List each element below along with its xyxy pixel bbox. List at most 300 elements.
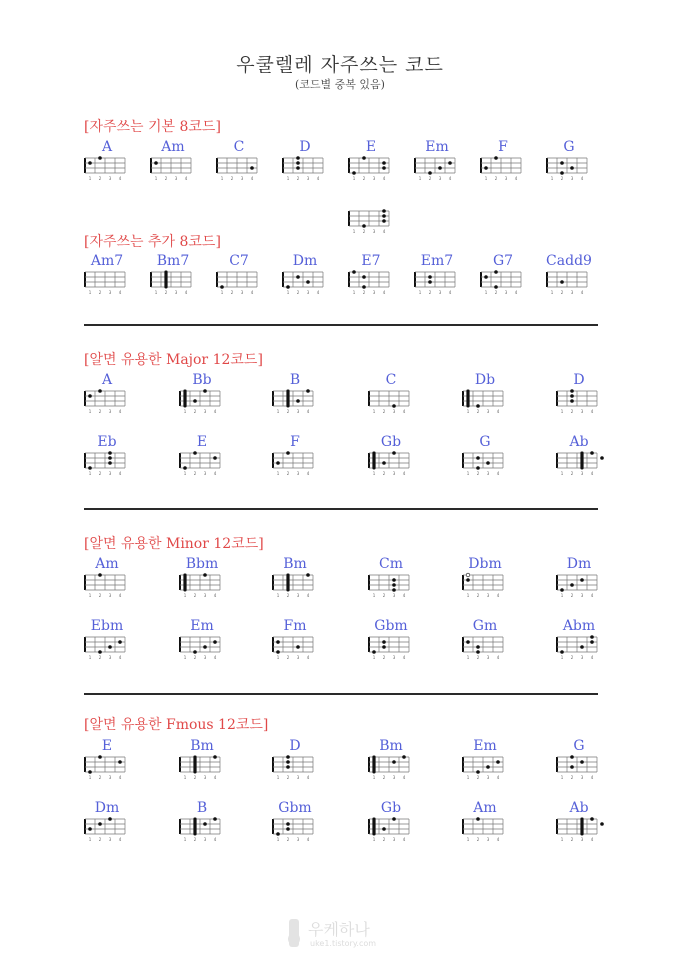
fretboard	[177, 754, 227, 780]
fret-number: 3	[438, 176, 442, 181]
fret-number: 3	[392, 775, 396, 780]
finger-dot	[296, 275, 300, 279]
finger-dot	[220, 285, 224, 289]
fret-number: 4	[306, 471, 310, 476]
finger-dot	[494, 285, 498, 289]
fret-number: 2	[382, 775, 386, 780]
fret-number: 3	[570, 176, 574, 181]
fret-number: 2	[98, 775, 102, 780]
finger-dot	[466, 578, 470, 582]
chord-name: Ab	[569, 434, 589, 450]
fretboard	[554, 816, 604, 842]
finger-dot	[382, 219, 386, 223]
fret-number: 3	[438, 290, 442, 295]
fretboard	[346, 155, 396, 181]
chord-name: Am	[473, 800, 497, 816]
finger-dot	[98, 755, 102, 759]
fret-number: 2	[193, 593, 197, 598]
fretboard	[460, 450, 510, 476]
chord-name: A	[101, 372, 113, 388]
fretboard	[412, 155, 462, 181]
chord-name: Cadd9	[546, 253, 592, 269]
fret-number: 2	[476, 471, 480, 476]
finger-dot	[286, 760, 290, 764]
finger-dot	[382, 640, 386, 644]
chord-name: B	[289, 372, 301, 388]
barre-mark	[580, 818, 583, 836]
fret-number: 4	[496, 775, 500, 780]
fret-number: 1	[183, 837, 187, 842]
fret-number: 2	[164, 176, 168, 181]
chord-name: G	[573, 738, 585, 754]
finger-dot	[590, 635, 594, 639]
fret-number: 3	[392, 837, 396, 842]
finger-dot	[486, 765, 490, 769]
finger-dot	[580, 760, 584, 764]
finger-dot	[560, 161, 564, 165]
fret-number: 4	[448, 176, 452, 181]
fret-number: 1	[183, 471, 187, 476]
fret-number: 1	[466, 655, 470, 660]
finger-dot	[296, 156, 300, 160]
chord-name: Dm	[292, 253, 318, 269]
chord-diagram	[366, 738, 416, 780]
chord-diagram	[366, 618, 416, 660]
chord-diagram	[544, 253, 594, 295]
fret-number: 4	[590, 593, 594, 598]
finger-dot	[476, 404, 480, 408]
fret-number: 1	[88, 290, 92, 295]
fret-number: 1	[352, 229, 356, 234]
fret-number: 3	[108, 290, 112, 295]
fret-number: 2	[230, 290, 234, 295]
fret-number: 4	[496, 837, 500, 842]
finger-dot	[580, 578, 584, 582]
fretboard	[270, 634, 320, 660]
finger-dot	[570, 399, 574, 403]
fret-number: 1	[372, 409, 376, 414]
fret-number: 1	[286, 290, 290, 295]
fret-number: 3	[306, 290, 310, 295]
fret-number: 2	[428, 290, 432, 295]
fretboard	[544, 155, 594, 181]
fret-number: 4	[382, 229, 386, 234]
fret-number: 1	[466, 593, 470, 598]
chord-diagram	[82, 556, 132, 598]
fret-number: 4	[250, 290, 254, 295]
chord-diagram	[460, 372, 510, 414]
finger-dot	[496, 760, 500, 764]
chord-name: Dm	[94, 800, 120, 816]
fret-number: 4	[316, 176, 320, 181]
fret-number: 4	[590, 471, 594, 476]
fret-number: 3	[174, 176, 178, 181]
fret-number: 3	[108, 471, 112, 476]
finger-dot	[306, 573, 310, 577]
finger-dot	[183, 466, 187, 470]
fret-number: 3	[580, 593, 584, 598]
fretboard	[366, 450, 416, 476]
barre-mark	[286, 390, 289, 408]
fret-number: 2	[362, 176, 366, 181]
finger-dot	[362, 285, 366, 289]
fret-number: 1	[286, 176, 290, 181]
fret-number: 4	[118, 837, 122, 842]
fretboard	[214, 155, 264, 181]
barre-mark	[183, 574, 186, 592]
finger-dot	[296, 645, 300, 649]
finger-dot	[392, 404, 396, 408]
fret-number: 2	[286, 655, 290, 660]
finger-dot	[402, 755, 406, 759]
chord-name: F	[498, 139, 508, 155]
fretboard	[412, 269, 462, 295]
fret-number: 2	[98, 290, 102, 295]
fret-number: 2	[382, 593, 386, 598]
finger-dot	[213, 456, 217, 460]
chord-name: B	[196, 800, 208, 816]
fret-number: 2	[362, 290, 366, 295]
chord-name: Am	[95, 556, 119, 572]
fret-number: 2	[98, 176, 102, 181]
chord-diagram	[554, 556, 604, 598]
fret-number: 1	[183, 593, 187, 598]
barre-mark	[372, 452, 375, 470]
finger-dot	[276, 832, 280, 836]
finger-dot	[296, 399, 300, 403]
fret-number: 3	[108, 593, 112, 598]
fretboard	[280, 269, 330, 295]
fretboard	[82, 450, 132, 476]
chord-diagram	[412, 139, 462, 181]
barre-mark	[466, 390, 469, 408]
finger-dot	[600, 822, 604, 826]
finger-dot	[590, 451, 594, 455]
finger-dot	[590, 640, 594, 644]
barre-mark	[286, 574, 289, 592]
fret-number: 3	[392, 593, 396, 598]
fret-number: 2	[193, 409, 197, 414]
chord-diagram	[554, 800, 604, 842]
fret-number: 2	[193, 655, 197, 660]
finger-dot	[560, 171, 564, 175]
fret-number: 2	[570, 593, 574, 598]
finger-dot	[306, 389, 310, 393]
chord-name: Ebm	[90, 618, 124, 634]
fretboard	[270, 572, 320, 598]
footer-logo-text: 우케하나	[308, 920, 370, 939]
fret-number: 3	[240, 176, 244, 181]
fret-number: 1	[352, 290, 356, 295]
chord-diagram	[346, 139, 396, 181]
fret-number: 2	[428, 176, 432, 181]
fret-number: 1	[276, 837, 280, 842]
finger-dot	[392, 760, 396, 764]
fret-number: 2	[382, 409, 386, 414]
chord-name: Cm	[379, 556, 403, 572]
chord-name: Bb	[192, 372, 212, 388]
finger-dot	[392, 583, 396, 587]
fret-number: 2	[570, 471, 574, 476]
chord-diagram	[177, 372, 227, 414]
finger-dot	[382, 461, 386, 465]
fretboard	[460, 754, 510, 780]
fret-number: 2	[362, 229, 366, 234]
finger-dot	[286, 765, 290, 769]
fret-number: 4	[590, 775, 594, 780]
section-title-minor-12: [알면 유용한 Minor 12코드]	[84, 536, 264, 552]
page-title: 우쿨렐레 자주쓰는 코드	[236, 54, 444, 76]
fretboard	[366, 754, 416, 780]
fret-number: 2	[570, 775, 574, 780]
chord-diagram	[148, 139, 198, 181]
finger-dot	[276, 640, 280, 644]
fret-number: 3	[296, 655, 300, 660]
fretboard	[460, 634, 510, 660]
finger-dot	[590, 817, 594, 821]
fretboard	[82, 388, 132, 414]
fret-number: 1	[418, 290, 422, 295]
chord-name: Gb	[380, 434, 402, 450]
finger-dot	[392, 451, 396, 455]
finger-dot	[88, 161, 92, 165]
chord-name: Gb	[380, 800, 402, 816]
chord-name: D	[573, 372, 585, 388]
finger-dot	[193, 399, 197, 403]
chord-name: Bm	[379, 738, 403, 754]
chord-diagram	[412, 253, 462, 295]
finger-dot	[466, 640, 470, 644]
fret-number: 4	[118, 290, 122, 295]
finger-dot	[362, 224, 366, 228]
fret-number: 1	[372, 837, 376, 842]
chord-name: A	[101, 139, 113, 155]
fret-number: 3	[486, 593, 490, 598]
fret-number: 2	[476, 593, 480, 598]
finger-dot	[580, 645, 584, 649]
finger-dot	[193, 650, 197, 654]
fret-number: 4	[316, 290, 320, 295]
finger-dot	[296, 161, 300, 165]
footer-logo	[286, 915, 400, 951]
finger-dot	[108, 645, 112, 649]
fretboard	[82, 816, 132, 842]
divider	[84, 324, 598, 326]
fret-number: 3	[203, 471, 207, 476]
fret-number: 1	[560, 471, 564, 476]
fret-number: 2	[296, 290, 300, 295]
fret-number: 3	[580, 837, 584, 842]
fret-number: 2	[164, 290, 168, 295]
chord-diagram	[366, 434, 416, 476]
finger-dot	[213, 755, 217, 759]
chord-diagram	[82, 738, 132, 780]
divider	[84, 508, 598, 510]
fret-number: 2	[476, 655, 480, 660]
chord-diagram	[554, 738, 604, 780]
finger-dot	[382, 161, 386, 165]
fret-number: 3	[203, 593, 207, 598]
finger-dot	[494, 270, 498, 274]
finger-dot	[428, 275, 432, 279]
fret-number: 4	[118, 775, 122, 780]
finger-dot	[88, 394, 92, 398]
finger-dot	[98, 389, 102, 393]
chord-name: Am7	[90, 253, 124, 269]
fretboard	[460, 388, 510, 414]
chord-name: E	[101, 738, 113, 754]
fret-number: 3	[372, 176, 376, 181]
fret-number: 1	[560, 837, 564, 842]
fret-number: 4	[382, 290, 386, 295]
finger-dot	[570, 394, 574, 398]
fretboard	[460, 572, 510, 598]
fretboard	[82, 754, 132, 780]
fret-number: 1	[220, 290, 224, 295]
fret-number: 3	[203, 775, 207, 780]
finger-dot	[98, 822, 102, 826]
fret-number: 3	[486, 775, 490, 780]
chord-diagram	[177, 800, 227, 842]
chord-diagram	[460, 618, 510, 660]
fretboard	[554, 634, 604, 660]
chord-name: Fm	[283, 618, 307, 634]
fret-number: 3	[296, 409, 300, 414]
finger-dot	[484, 166, 488, 170]
fret-number: 2	[230, 176, 234, 181]
chord-name: Bm	[283, 556, 307, 572]
chord-name: Abm	[562, 618, 596, 634]
finger-dot	[88, 827, 92, 831]
section-title-fmous-12: [알면 유용한 Fmous 12코드]	[84, 717, 269, 733]
fret-number: 2	[570, 837, 574, 842]
finger-dot	[570, 755, 574, 759]
fretboard	[177, 450, 227, 476]
fret-number: 4	[448, 290, 452, 295]
chord-diagram	[366, 800, 416, 842]
fretboard	[366, 816, 416, 842]
fretboard	[82, 634, 132, 660]
finger-dot	[154, 161, 158, 165]
fret-number: 3	[306, 176, 310, 181]
barre-mark	[372, 818, 375, 836]
fret-number: 4	[514, 290, 518, 295]
fret-number: 3	[486, 837, 490, 842]
fret-number: 4	[590, 837, 594, 842]
finger-dot	[494, 156, 498, 160]
fret-number: 1	[550, 290, 554, 295]
chord-diagram	[177, 738, 227, 780]
fret-number: 1	[183, 775, 187, 780]
fret-number: 3	[240, 290, 244, 295]
section-title-basic-8: [자주쓰는 기본 8코드]	[84, 119, 221, 135]
fret-number: 1	[88, 409, 92, 414]
fret-number: 1	[466, 409, 470, 414]
finger-dot	[286, 451, 290, 455]
fret-number: 1	[276, 775, 280, 780]
finger-dot	[428, 280, 432, 284]
finger-dot	[286, 755, 290, 759]
chord-diagram	[270, 372, 320, 414]
fret-number: 1	[372, 593, 376, 598]
finger-dot	[486, 461, 490, 465]
fretboard	[346, 208, 396, 234]
section-title-major-12: [알면 유용한 Major 12코드]	[84, 352, 263, 368]
chord-diagram	[82, 618, 132, 660]
fret-number: 1	[560, 775, 564, 780]
fret-number: 1	[88, 837, 92, 842]
chord-name: Bm7	[156, 253, 190, 269]
fretboard	[346, 269, 396, 295]
fret-number: 4	[580, 176, 584, 181]
fretboard	[177, 634, 227, 660]
fretboard	[554, 754, 604, 780]
fret-number: 2	[570, 409, 574, 414]
finger-dot	[392, 817, 396, 821]
fret-number: 3	[580, 655, 584, 660]
fret-number: 1	[560, 655, 564, 660]
finger-dot	[570, 583, 574, 587]
fret-number: 1	[276, 593, 280, 598]
finger-dot	[362, 156, 366, 160]
fret-number: 3	[296, 593, 300, 598]
barre-mark	[193, 756, 196, 774]
fret-number: 1	[372, 471, 376, 476]
chord-diagram	[544, 139, 594, 181]
fretboard	[214, 269, 264, 295]
chord-diagram	[554, 618, 604, 660]
fret-number: 1	[484, 176, 488, 181]
fret-number: 1	[560, 593, 564, 598]
fretboard	[366, 388, 416, 414]
chord-diagram	[478, 139, 528, 181]
chord-name: Gbm	[278, 800, 312, 816]
chord-name: C	[233, 139, 245, 155]
chord-diagram	[280, 139, 330, 181]
chord-diagram	[280, 253, 330, 295]
fret-number: 1	[352, 176, 356, 181]
finger-dot	[382, 214, 386, 218]
fretboard	[82, 269, 132, 295]
finger-dot	[476, 456, 480, 460]
finger-dot	[484, 275, 488, 279]
finger-dot	[362, 275, 366, 279]
fret-number: 3	[580, 409, 584, 414]
fret-number: 3	[203, 409, 207, 414]
fret-number: 1	[183, 409, 187, 414]
finger-dot	[382, 827, 386, 831]
fret-number: 2	[382, 655, 386, 660]
finger-dot	[108, 456, 112, 460]
chord-diagram	[82, 800, 132, 842]
chord-diagram	[346, 253, 396, 295]
fret-number: 3	[392, 409, 396, 414]
chord-name: C7	[229, 253, 249, 269]
finger-dot	[382, 645, 386, 649]
fret-number: 3	[486, 471, 490, 476]
fret-number: 1	[276, 655, 280, 660]
chord-name: E	[196, 434, 208, 450]
fret-number: 1	[560, 409, 564, 414]
fretboard	[554, 450, 604, 476]
fretboard	[478, 155, 528, 181]
fret-number: 2	[286, 471, 290, 476]
chord-diagram	[270, 556, 320, 598]
chord-name: G7	[492, 253, 514, 269]
fret-number: 4	[496, 409, 500, 414]
finger-dot	[250, 166, 254, 170]
barre-mark	[183, 390, 186, 408]
